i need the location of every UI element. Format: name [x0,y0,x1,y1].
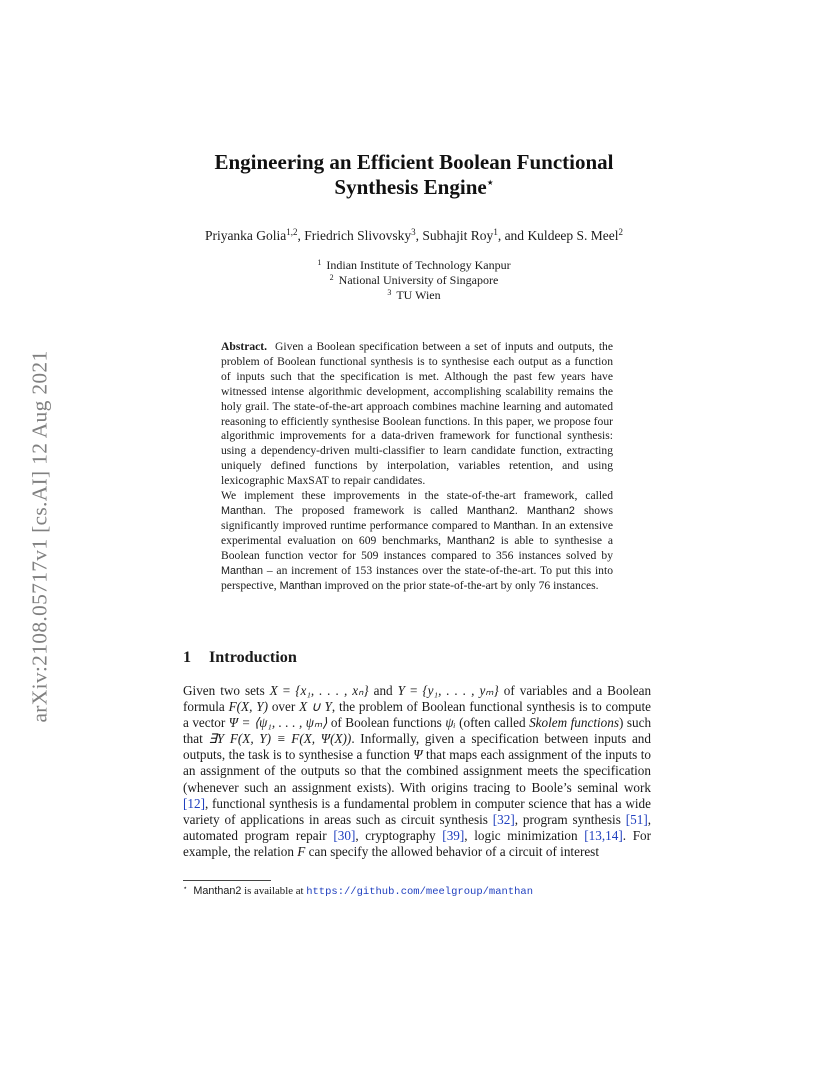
abstract-paragraph-1 [221,340,613,489]
body-text: of variables and a Boolean formula [183,683,652,715]
citation-link[interactable]: [51] [625,811,648,827]
body-text: and [373,683,393,698]
author-affiliation-mark: 2 [618,227,624,237]
math-formula: Ψ = ⟨ψ₁, . . . , ψₘ⟩ [228,715,328,731]
abstract-text: is able to synthesise a Boolean function vector for 509 instances compared to 356 instances solved by [221,533,613,562]
body-text: over [271,699,296,715]
math-symbol: ψᵢ [445,715,456,731]
affiliation-row [214,258,614,273]
arxiv-id-text: arXiv:2108.05717v1 [cs.AI] 12 Aug 2021 [27,349,52,723]
affiliation-name: Indian Institute of Technology Kanpur [326,258,511,272]
citation-link[interactable]: [32] [492,811,515,827]
body-text: . For example, the relation [183,827,652,859]
tool-name: Manthan2 [466,504,515,517]
citation-link[interactable]: [30] [333,827,356,843]
affiliation-name: TU Wien [396,288,441,302]
body-text: , automated program repair [183,811,652,843]
body-text: . Informally, given a specification between inputs and outputs, the task is to synthesise a function [183,731,651,763]
affiliation-mark: 2 [329,273,334,282]
section-title: Introduction [209,648,297,666]
section-heading [183,648,297,667]
arxiv-identifier-stamp [18,0,62,1072]
title-line-1: Engineering an Efficient Boolean Functional [214,150,614,174]
section-number: 1 [183,648,192,666]
abstract-text: – an increment of 153 instances over the state-of-the-art. To put this into perspective, [221,563,613,592]
abstract-label: Abstract. [221,340,268,353]
body-text: , logic minimization [464,827,578,843]
affiliation-row [214,273,614,288]
body-text: , functional synthesis is a fundamental problem in computer science that has a wide variety of applications in areas such as circuit synthesis [183,795,651,827]
author-list: Priyanka Golia$^{1,2}$, Friedrich Slivovsky$^3$, Subhajit Roy$^1$, and Kuldeep S. Meel$^2$ [204,227,624,243]
affiliation-mark: 3 [387,288,392,297]
intro-paragraph [183,683,651,860]
introduction-paragraph [183,683,651,860]
tool-name: Manthan2 [446,534,495,547]
body-text: Given two sets [183,683,265,698]
math-formula: X ∪ Y [299,699,332,715]
citation-link[interactable]: [12] [183,795,205,811]
author-name: Friedrich Slivovsky [304,228,412,243]
title-line-2-text: Synthesis Engine [334,175,487,199]
body-text: of Boolean functions [330,715,442,731]
math-formula: F(X, Y) [228,699,268,715]
affiliation-name: National University of Singapore [338,273,499,287]
abstract-text: improved on the prior state-of-the-art by only 76 instances. [324,578,599,592]
abstract-text: Given a Boolean specification between a set of inputs and outputs, the problem of Boolean functional synthesis is to synthesise each output as a function of inputs such that the specification is met. Although the past few years have witnessed intense algorithmic development, accomplishing scalability remains the holy grail. The state-of-the-art approach combines machine learning and automated reasoning to efficiently synthesise Boolean functions. In this paper, we propose four algorithmic improvements for a data-driven framework for functional synthesis: using a dependency-driven multi-classifier to learn candidate function, extracting uniquely defined functions by interpolation, variables retention, and using lexicographic MaxSAT to repair candidates. [221,340,613,488]
affiliation-list [214,258,614,303]
author-name: Kuldeep S. Meel [527,228,619,243]
math-symbol: Ψ [413,747,423,763]
math-symbol: F [297,843,306,859]
body-text: ) such that [183,715,652,747]
abstract-text: We implement these improvements in the state-of-the-art framework, called [221,489,613,503]
tool-name: Manthan [221,564,264,577]
abstract-text: shows significantly improved runtime performance compared to [221,503,613,532]
paper-title [150,150,678,200]
tool-name: Manthan2 [526,504,575,517]
footnote [183,885,533,898]
abstract [221,340,613,593]
body-text: , cryptography [355,827,436,843]
math-symbol: Y [397,683,405,698]
footnote-divider [183,880,271,881]
footnote-mark: ⋆ [183,884,188,892]
tool-name: Manthan [279,579,322,592]
math-symbol: X [269,683,278,698]
math-symbol: = [409,683,418,698]
math-set: {x₁, . . . , xₙ} [295,683,369,698]
title-footnote-mark: ⋆ [486,177,494,189]
author-name: Subhajit Roy [422,228,494,243]
affiliation-mark: 1 [317,258,322,267]
tool-name: Manthan [493,519,536,532]
body-text: (often called [459,715,526,731]
citation-link[interactable]: [13,14] [584,827,623,843]
math-formula: ∃Y F(X, Y) ≡ F(X, Ψ(X)) [208,731,352,747]
math-set: {y₁, . . . , yₘ} [422,683,499,698]
citation-link[interactable]: [39] [442,827,465,843]
body-text: can specify the allowed behavior of a circuit of interest [308,843,599,859]
body-text: , the problem of Boolean functional synthesis is to compute a vector [183,699,651,731]
abstract-text: . In an extensive experimental evaluation on 609 benchmarks, [221,518,613,547]
emphasis-term: Skolem functions [529,715,619,731]
author-affiliation-mark: 1,2 [286,227,298,237]
abstract-text: . The proposed framework is called [263,503,458,517]
tool-name: Manthan2 [193,885,242,897]
author-name: Priyanka Golia [204,228,287,243]
title-line-2 [150,175,678,200]
repository-link[interactable]: https://github.com/meelgroup/manthan [306,886,534,898]
tool-name: Manthan [221,504,264,517]
body-text: , program synthesis [514,811,621,827]
affiliation-row [214,288,614,303]
abstract-paragraph-2 [221,489,613,593]
body-text: that maps each assignment of the inputs to an assignment of the outputs so that the combined assignment meets the specification (whenever such an assignment exists). With origins tracing to Boole’s seminal work [183,747,651,795]
author-affiliation-mark: 3 [411,227,416,237]
footnote-text: is available at [244,885,304,897]
author-affiliation-mark: 1 [493,227,498,237]
abstract-text: . [514,503,518,517]
math-symbol: = [282,683,291,698]
